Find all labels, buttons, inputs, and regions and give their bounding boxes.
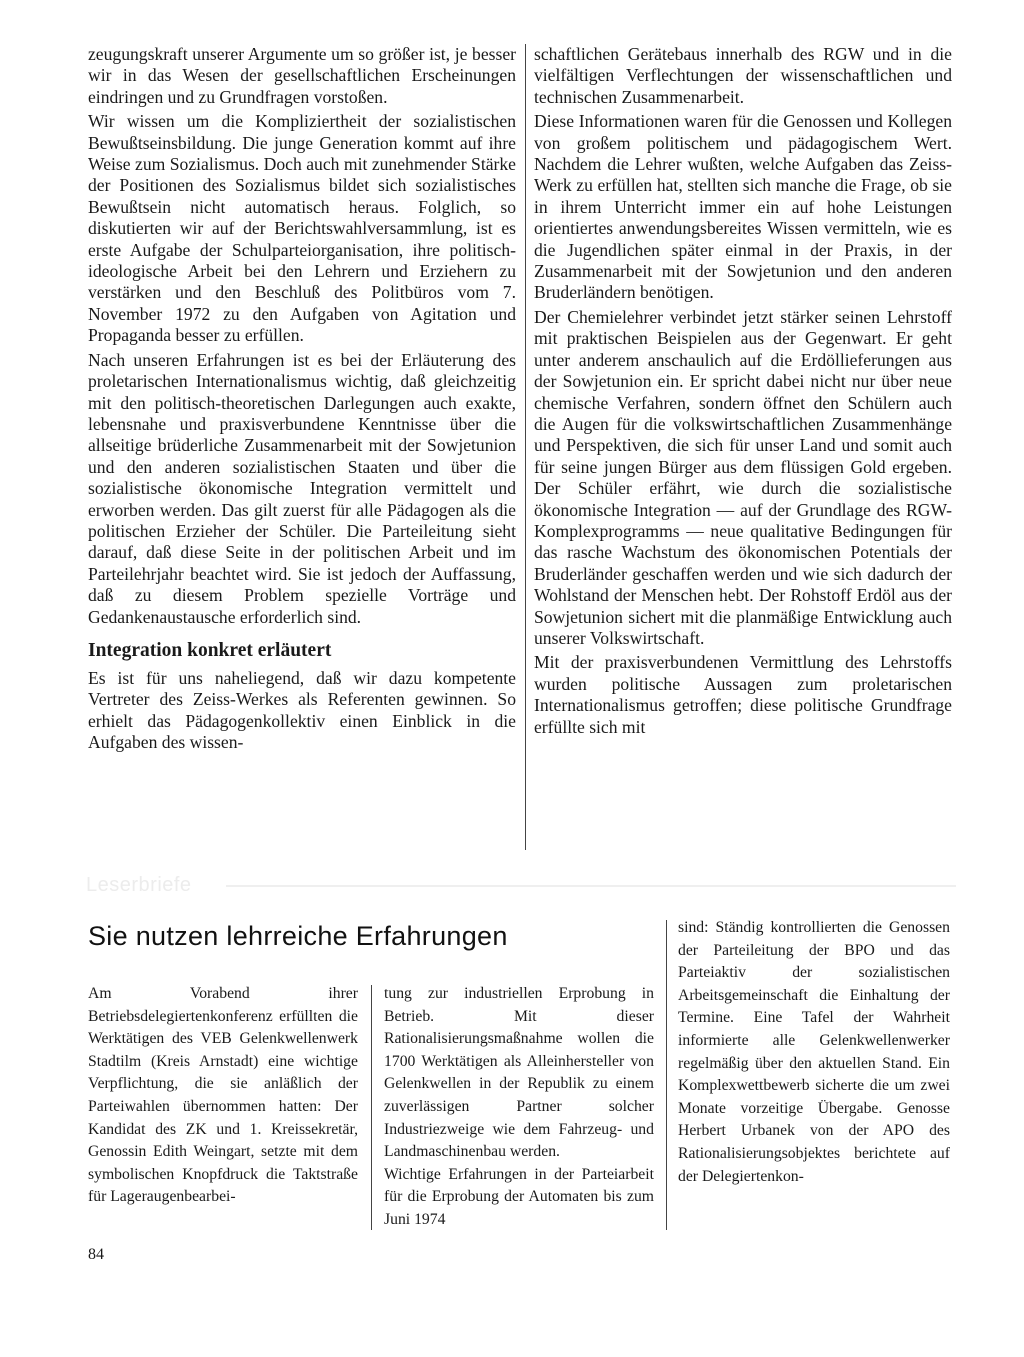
letter-paragraph: tung zur industriellen Erprobung in Betrieb. Mit dieser Rationalisierungsmaßnahme wollen die 1700 Werktätigen als Alleinhersteller von Gelenkwellen in der Republik zu einem zuverlässigen Partner solcher Industriezweige wie dem Fahrzeug- und Landmaschinenbau werden. <box>384 985 654 1161</box>
section-rule <box>226 885 956 887</box>
letter-column-2 <box>384 983 654 1232</box>
article-paragraph: Es ist für uns naheliegend, daß wir dazu kompetente Vertreter des Zeiss-Werkes als Referenten gewinnen. So erhielt das Pädagogenkollektiv einen Einblick in die Aufgaben des wissen- <box>88 667 516 753</box>
article-paragraph: Wir wissen um die Kompliziertheit der sozialistischen Bewußtseinsbildung. Die junge Generation kommt auf ihre Weise zum Sozialismus. Doch auch mit zunehmender Stärke der Positionen des Sozialismus bildet sich sozialistisches Bewußtsein nicht automatisch heraus. Folglich, so diskutierten wir auf der Berichtswahlversammlung, ist es erste Aufgabe der Schulparteiorganisation, ihre politisch-ideologische Arbeit bei den Lehrern und Erziehern zu verstärken und den Beschluß des Politbüros vom 7. November 1972 zu den Aufgaben von Agitation und Propaganda besser zu erfüllen. <box>88 111 516 346</box>
article-paragraph: Nach unseren Erfahrungen ist es bei der Erläuterung des proletarischen Internationalismus wichtig, daß gleichzeitig mit den politisch-theoretischen Darlegungen auch exakte, lebensnahe und praxisverbundene Kenntnisse über die allseitige brüderliche Zusammenarbeit mit der Sowjetunion und den anderen sozialistischen Staaten und über die sozialistische ökonomische Integration vermittelt und erworben werden. Das gilt zuerst für alle Pädagogen als die politischen Erzieher der Schüler. Die Parteileitung sieht darauf, daß diese Seite in der politischen Arbeit und im Parteilehrjahr beachtet wird. Sie ist jedoch der Auffassung, daß zu diesem Problem spezielle Vorträge und Gedankenaustausche erforderlich sind. <box>88 349 516 627</box>
article-left-column <box>88 44 516 757</box>
column-divider <box>525 44 526 850</box>
subheading: Integration konkret erläutert <box>88 639 332 661</box>
letter-column-3 <box>678 917 950 1188</box>
section-header <box>86 874 956 896</box>
letter-paragraph: sind: Ständig kontrollierten die Genossen der Parteileitung der BPO und das Parteiaktiv der sozialistischen Arbeitsgemeinschaft die Einhaltung der Termine. Eine Tafel der Wahrheit informierte alle Gelenkwellenwerker regelmäßig über den aktuellen Stand. Ein Komplexwettbewerb sicherte die um zwei Monate vorzeitige Übergabe. Genosse Herbert Urbanek von der APO des Rationalisierungsobjektes berichtete auf der Delegiertenkon- <box>678 919 950 1185</box>
letter-headline: Sie nutzen lehrreiche Erfahrungen <box>88 921 508 951</box>
article-paragraph: Diese Informationen waren für die Genossen und Kollegen von großem politischem und pädagogischem Wert. Nachdem die Lehrer wußten, welche Aufgaben das Zeiss-Werk zu erfüllen hat, stellten sich manche die Frage, ob sie in ihrem Unterricht immer ein auf hohe Leistungen orientiertes anwendungsbereites Wissen vermitteln, wie es die Jugendlichen später einmal in der Praxis, in der Zusammenarbeit mit der Sowjetunion und den anderen Bruderländern benötigen. <box>534 111 952 303</box>
article-paragraph: Mit der praxisverbundenen Vermittlung des Lehrstoffs wurden politische Aussagen zum proletarischen Internationalismus getroffen; diese politische Grundfrage erfüllte sich mit <box>534 652 952 737</box>
column-divider <box>371 985 372 1230</box>
letter-paragraph: Am Vorabend ihrer Betriebsdelegiertenkonferenz erfüllten die Werktätigen des VEB Gelenkwellenwerk Stadtilm (Kreis Arnstadt) eine wichtige Verpflichtung, die sie anläßlich der Parteiwahlen übernommen hatten: Der Kandidat des ZK und 1. Kreissekretär, Genossin Edith Weingart, setzte mit dem symbolischen Knopfdruck die Taktstraße für Lageraugenbearbei- <box>88 985 358 1206</box>
article-paragraph: schaftlichen Gerätebaus innerhalb des RGW und in die vielfältigen Verflechtungen der wissenschaftlichen und technischen Zusammenarbeit. <box>534 44 952 107</box>
column-divider <box>666 920 667 1230</box>
section-label: Leserbriefe <box>86 874 192 896</box>
page-number: 84 <box>88 1246 104 1263</box>
article-paragraph: Der Chemielehrer verbindet jetzt stärker seinen Lehrstoff mit praktischen Beispielen aus der Gegenwart. Er geht unter anderem anschaulich auf die Erdöllieferungen aus der Sowjetunion ein. Er spricht dabei nicht nur über neue chemische Verfahren, sondern öffnet den Schülern auch die Augen für die volkswirtschaftlichen Zusammenhänge und Perspektiven, die sich für unser Land und somit auch für seine jungen Bürger aus dem flüssigen Gold ergeben. Der Schüler erfährt, wie durch die sozialistische ökonomische Integration — auf der Grundlage des RGW-Komplexprogramms — neue qualitative Bedingungen für das rasche Wachstum des ökonomischen Potentials der Bruderländer geschaffen werden und wie sich dadurch der Wohlstand der Menschen hebt. Der Rohstoff Erdöl aus der Sowjetunion sichert mit die planmäßige Entwicklung auch unserer Volkswirtschaft. <box>534 306 952 648</box>
article-right-column <box>534 44 952 741</box>
article-paragraph: zeugungskraft unserer Argumente um so größer ist, je besser wir in das Wesen der gesellschaftlichen Erscheinungen eindringen und zu Grundfragen vorstoßen. <box>88 44 516 107</box>
letter-column-1 <box>88 983 358 1209</box>
letter-paragraph: Wichtige Erfahrungen in der Parteiarbeit für die Erprobung der Automaten bis zum Juni 1974 <box>384 1165 654 1228</box>
